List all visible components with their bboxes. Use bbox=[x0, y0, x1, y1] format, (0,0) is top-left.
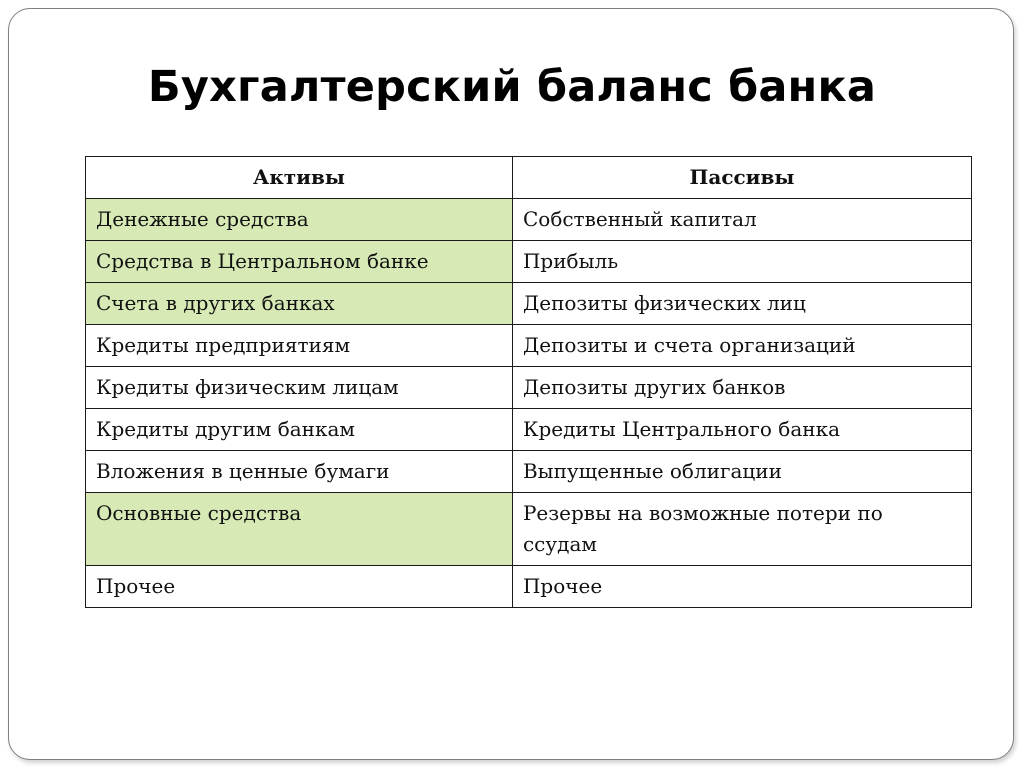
balance-table bbox=[85, 156, 972, 608]
liability-cell: Прибыль bbox=[512, 241, 971, 283]
table-header-row bbox=[86, 157, 972, 199]
table-row bbox=[86, 451, 972, 493]
liability-cell: Депозиты других банков bbox=[512, 367, 971, 409]
header-assets: Активы bbox=[86, 157, 513, 199]
table-row bbox=[86, 367, 972, 409]
asset-cell: Счета в других банках bbox=[86, 283, 513, 325]
asset-cell: Вложения в ценные бумаги bbox=[86, 451, 513, 493]
table-row bbox=[86, 493, 972, 566]
asset-cell: Кредиты предприятиям bbox=[86, 325, 513, 367]
table-row bbox=[86, 409, 972, 451]
liability-cell: Депозиты и счета организаций bbox=[512, 325, 971, 367]
asset-cell: Средства в Центральном банке bbox=[86, 241, 513, 283]
liability-cell: Выпущенные облигации bbox=[512, 451, 971, 493]
table-row bbox=[86, 241, 972, 283]
liability-cell: Депозиты физических лиц bbox=[512, 283, 971, 325]
liability-cell: Собственный капитал bbox=[512, 199, 971, 241]
liability-cell: Резервы на возможные потери по ссудам bbox=[512, 493, 971, 566]
liability-cell: Прочее bbox=[512, 566, 971, 608]
liability-cell: Кредиты Центрального банка bbox=[512, 409, 971, 451]
table-row bbox=[86, 283, 972, 325]
table-row bbox=[86, 325, 972, 367]
asset-cell: Денежные средства bbox=[86, 199, 513, 241]
asset-cell: Кредиты другим банкам bbox=[86, 409, 513, 451]
header-liabilities: Пассивы bbox=[512, 157, 971, 199]
asset-cell: Кредиты физическим лицам bbox=[86, 367, 513, 409]
page-title: Бухгалтерский баланс банка bbox=[147, 62, 877, 112]
asset-cell: Прочее bbox=[86, 566, 513, 608]
asset-cell: Основные средства bbox=[86, 493, 513, 566]
table-row bbox=[86, 566, 972, 608]
table-row bbox=[86, 199, 972, 241]
